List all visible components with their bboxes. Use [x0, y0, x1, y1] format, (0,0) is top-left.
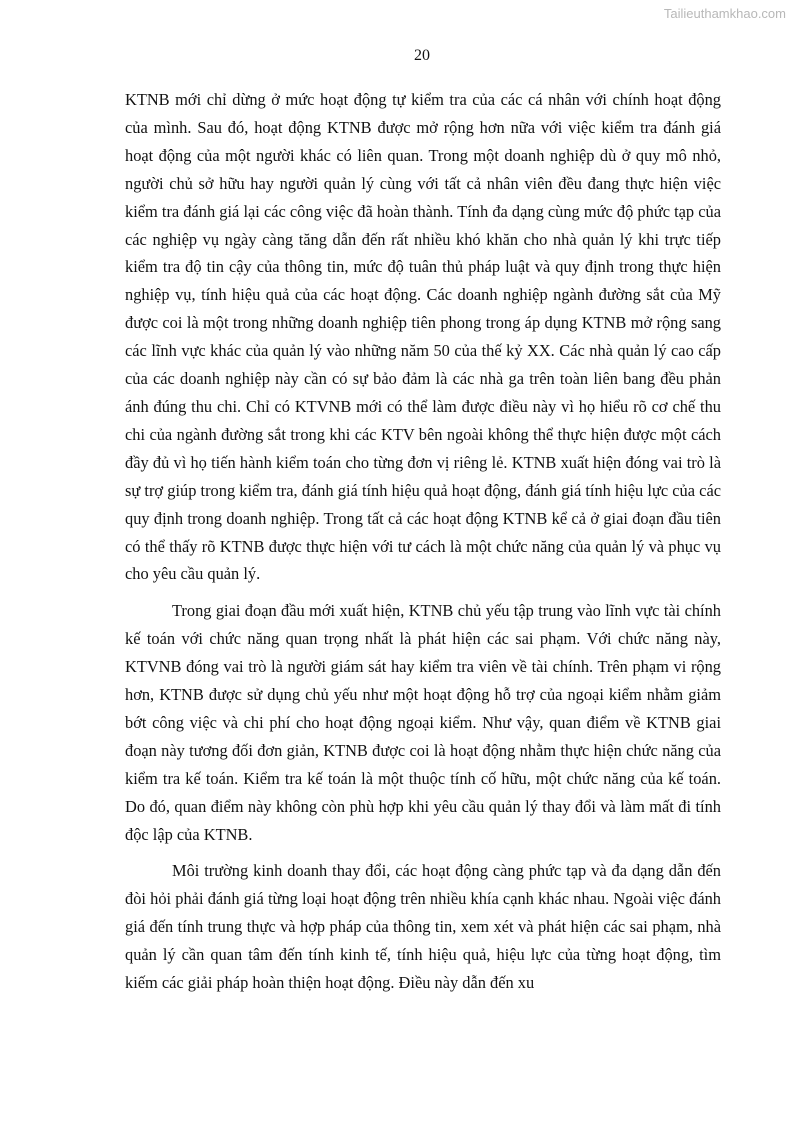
- watermark-text: Tailieuthamkhao.com: [663, 6, 786, 21]
- document-body: [125, 86, 721, 997]
- paragraph-1: KTNB mới chỉ dừng ở mức hoạt động tự kiểm tra của các cá nhân với chính hoạt động của mình. Sau đó, hoạt động KTNB được mở rộng hơn nữa với việc kiểm tra đánh giá hoạt động của một người khác có liên quan. Trong một doanh nghiệp dù ở quy mô nhỏ, người chủ sở hữu hay người quản lý cùng với tất cả nhân viên đều đang thực hiện việc kiểm tra đánh giá lại các công việc đã hoàn thành. Tính đa dạng cùng mức độ phức tạp của các nghiệp vụ ngày càng tăng dẫn đến rất nhiều khó khăn cho nhà quản lý khi trực tiếp kiểm tra độ tin cậy của thông tin, mức độ tuân thủ pháp luật và quy định trong thực hiện nghiệp vụ, tính hiệu quả của các hoạt động. Các doanh nghiệp ngành đường sắt của Mỹ được coi là một trong những doanh nghiệp tiên phong trong áp dụng KTNB mở rộng sang các lĩnh vực khác của quản lý vào những năm 50 của thế kỷ XX. Các nhà quản lý cao cấp của các doanh nghiệp này cần có sự bảo đảm là các nhà ga trên toàn liên bang đều phản ánh đúng thu chi. Chỉ có KTVNB mới có thể làm được điều này vì họ hiểu rõ cơ chế thu chi của ngành đường sắt trong khi các KTV bên ngoài không thể thực hiện được một cách đầy đủ vì họ tiến hành kiểm toán cho từng đơn vị riêng lẻ. KTNB xuất hiện đóng vai trò là sự trợ giúp trong kiểm tra, đánh giá tính hiệu quả hoạt động, đánh giá tính hiệu lực của các quy định trong doanh nghiệp. Trong tất cả các hoạt động KTNB kể cả ở giai đoạn đầu tiên có thể thấy rõ KTNB được thực hiện với tư cách là một chức năng của quản lý và phục vụ cho yêu cầu quản lý.: [125, 90, 721, 584]
- page-number: 20: [414, 47, 430, 64]
- paragraph-2: Trong giai đoạn đầu mới xuất hiện, KTNB chủ yếu tập trung vào lĩnh vực tài chính kế toán với chức năng quan trọng nhất là phát hiện các sai phạm. Với chức năng này, KTVNB đóng vai trò là người giám sát hay kiểm tra viên về tài chính. Trên phạm vi rộng hơn, KTNB được sử dụng chủ yếu như một hoạt động hỗ trợ của ngoại kiểm nhằm giảm bớt công việc và chi phí cho hoạt động ngoại kiểm. Như vậy, quan điểm về KTNB giai đoạn này tương đối đơn giản, KTNB được coi là hoạt động nhằm thực hiện chức năng của kiểm tra kế toán. Kiểm tra kế toán là một thuộc tính cố hữu, một chức năng của kế toán. Do đó, quan điểm này không còn phù hợp khi yêu cầu quản lý thay đổi và làm mất đi tính độc lập của KTNB.: [125, 601, 721, 844]
- paragraph-3: Môi trường kinh doanh thay đổi, các hoạt động càng phức tạp và đa dạng dẫn đến đòi hỏi phải đánh giá từng loại hoạt động trên nhiều khía cạnh khác nhau. Ngoài việc đánh giá đến tính trung thực và hợp pháp của thông tin, xem xét và phát hiện các sai phạm, nhà quản lý cần quan tâm đến tính kinh tế, tính hiệu quả, hiệu lực của từng hoạt động, tìm kiếm các giải pháp hoàn thiện hoạt động. Điều này dẫn đến xu: [125, 861, 721, 993]
